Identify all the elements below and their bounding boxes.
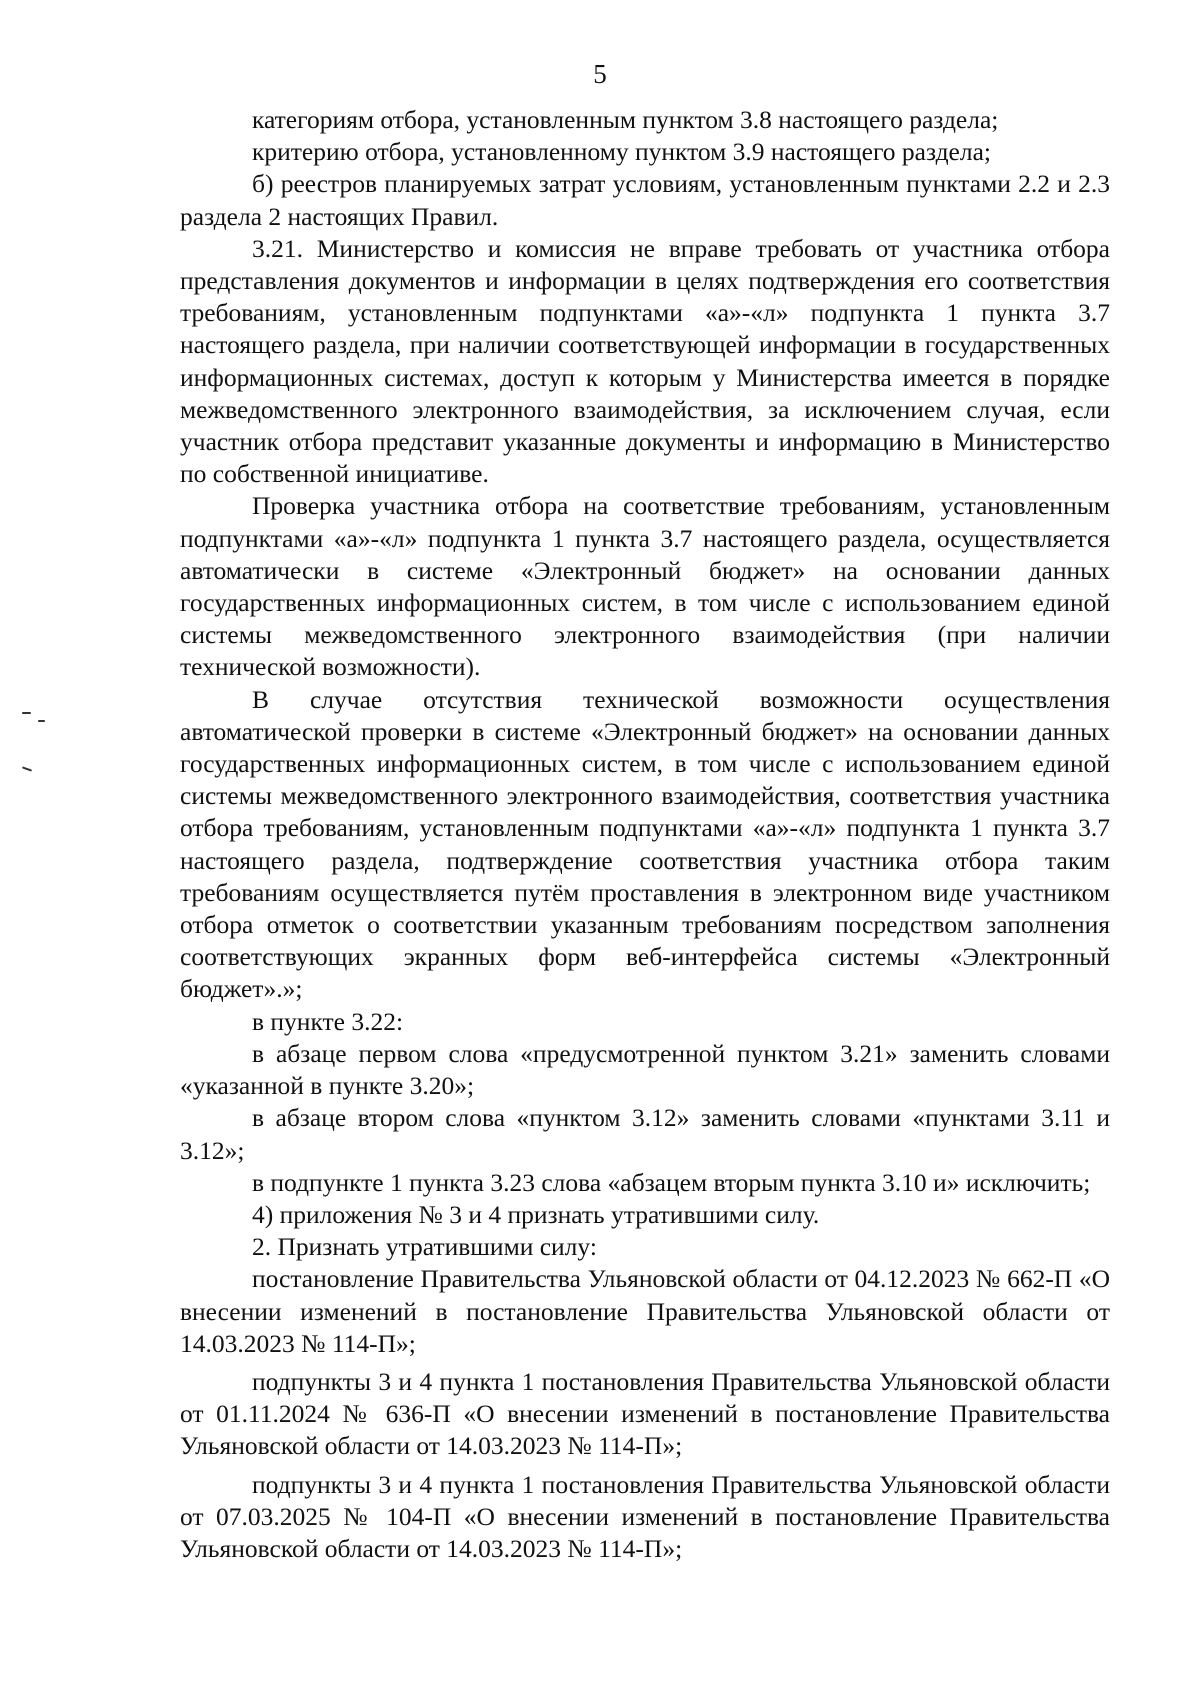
paragraph: в подпункте 1 пункта 3.23 слова «абзацем вторым пункта 3.10 и» исключить;: [252, 1167, 1091, 1197]
paragraph: 3.21. Министерство и комиссия не вправе требовать от участника отбора представления документов и информации в целях подтверждения его соответствия требованиям, установленным подпунктами «а»-«л» подпункта 1 пункта 3.7 настоящего раздела, при наличии соответствующей информации в государственных информационных системах, доступ к которым у Министерства имеется в порядке межведомственного электронного взаимодействия, за исключением случая, если участник отбора представит указанные документы и информацию в Министерство по собственной инициативе.: [180, 233, 1110, 489]
scan-speck: [22, 712, 31, 714]
paragraph: В случае отсутствия технической возможности осуществления автоматической проверки в системе «Электронный бюджет» на основании данных государственных информационных систем, в том числе с использованием единой системы межведомственного электронного взаимодействия, соответствия участника отбора требованиям, установленным подпунктами «а»-«л» подпункта 1 пункта 3.7 настоящего раздела, подтверждение соответствия участника отбора таким требованиям осуществляется путём проставления в электронном виде участником отбора отметок о соответствии указанным требованиям посредством заполнения соответствующих экранных форм веб-интерфейса системы «Электронный бюджет».»;: [180, 684, 1110, 1004]
paragraph: 2. Признать утратившими силу:: [252, 1232, 597, 1262]
paragraph: подпункты 3 и 4 пункта 1 постановления Правительства Ульяновской области от 01.11.2024 № 636-П «О внесении изменений в постановление Правительства Ульяновской области от 14.03.2023 № 114-П»;: [180, 1366, 1110, 1461]
paragraph: подпункты 3 и 4 пункта 1 постановления Правительства Ульяновской области от 07.03.2025 № 104-П «О внесении изменений в постановление Правительства Ульяновской области от 14.03.2023 № 114-П»;: [180, 1469, 1110, 1563]
paragraph: постановление Правительства Ульяновской области от 04.12.2023 № 662-П «О внесении изменений в постановление Правительства Ульяновской области от 14.03.2023 № 114-П»;: [180, 1264, 1110, 1358]
paragraph: Проверка участника отбора на соответствие требованиям, установленным подпунктами «а»-«л» подпункта 1 пункта 3.7 настоящего раздела, осуществляется автоматически в системе «Электронный бюджет» на основании данных государственных информационных систем, в том числе с использованием единой системы межведомственного электронного взаимодействия (при наличии технической возможности).: [180, 491, 1110, 682]
page-number: 5: [593, 59, 607, 89]
paragraph: б) реестров планируемых затрат условиям, установленным пунктами 2.2 и 2.3 раздела 2 настоящих Правил.: [180, 169, 1110, 231]
paragraph: категориям отбора, установленным пунктом 3.8 настоящего раздела;: [252, 105, 999, 134]
paragraph: критерию отбора, установленному пунктом 3.9 настоящего раздела;: [252, 137, 991, 167]
paragraph: в абзаце втором слова «пунктом 3.12» заменить словами «пунктами 3.11 и 3.12»;: [180, 1103, 1110, 1165]
scan-speck: [38, 720, 45, 722]
scan-speck: [22, 766, 32, 771]
paragraph: в абзаце первом слова «предусмотренной пунктом 3.21» заменить словами «указанной в пункте 3.20»;: [180, 1038, 1110, 1101]
document-body: [180, 104, 1110, 1565]
paragraph: в пункте 3.22:: [252, 1006, 404, 1036]
paragraph: 4) приложения № 3 и 4 признать утратившими силу.: [252, 1199, 820, 1229]
